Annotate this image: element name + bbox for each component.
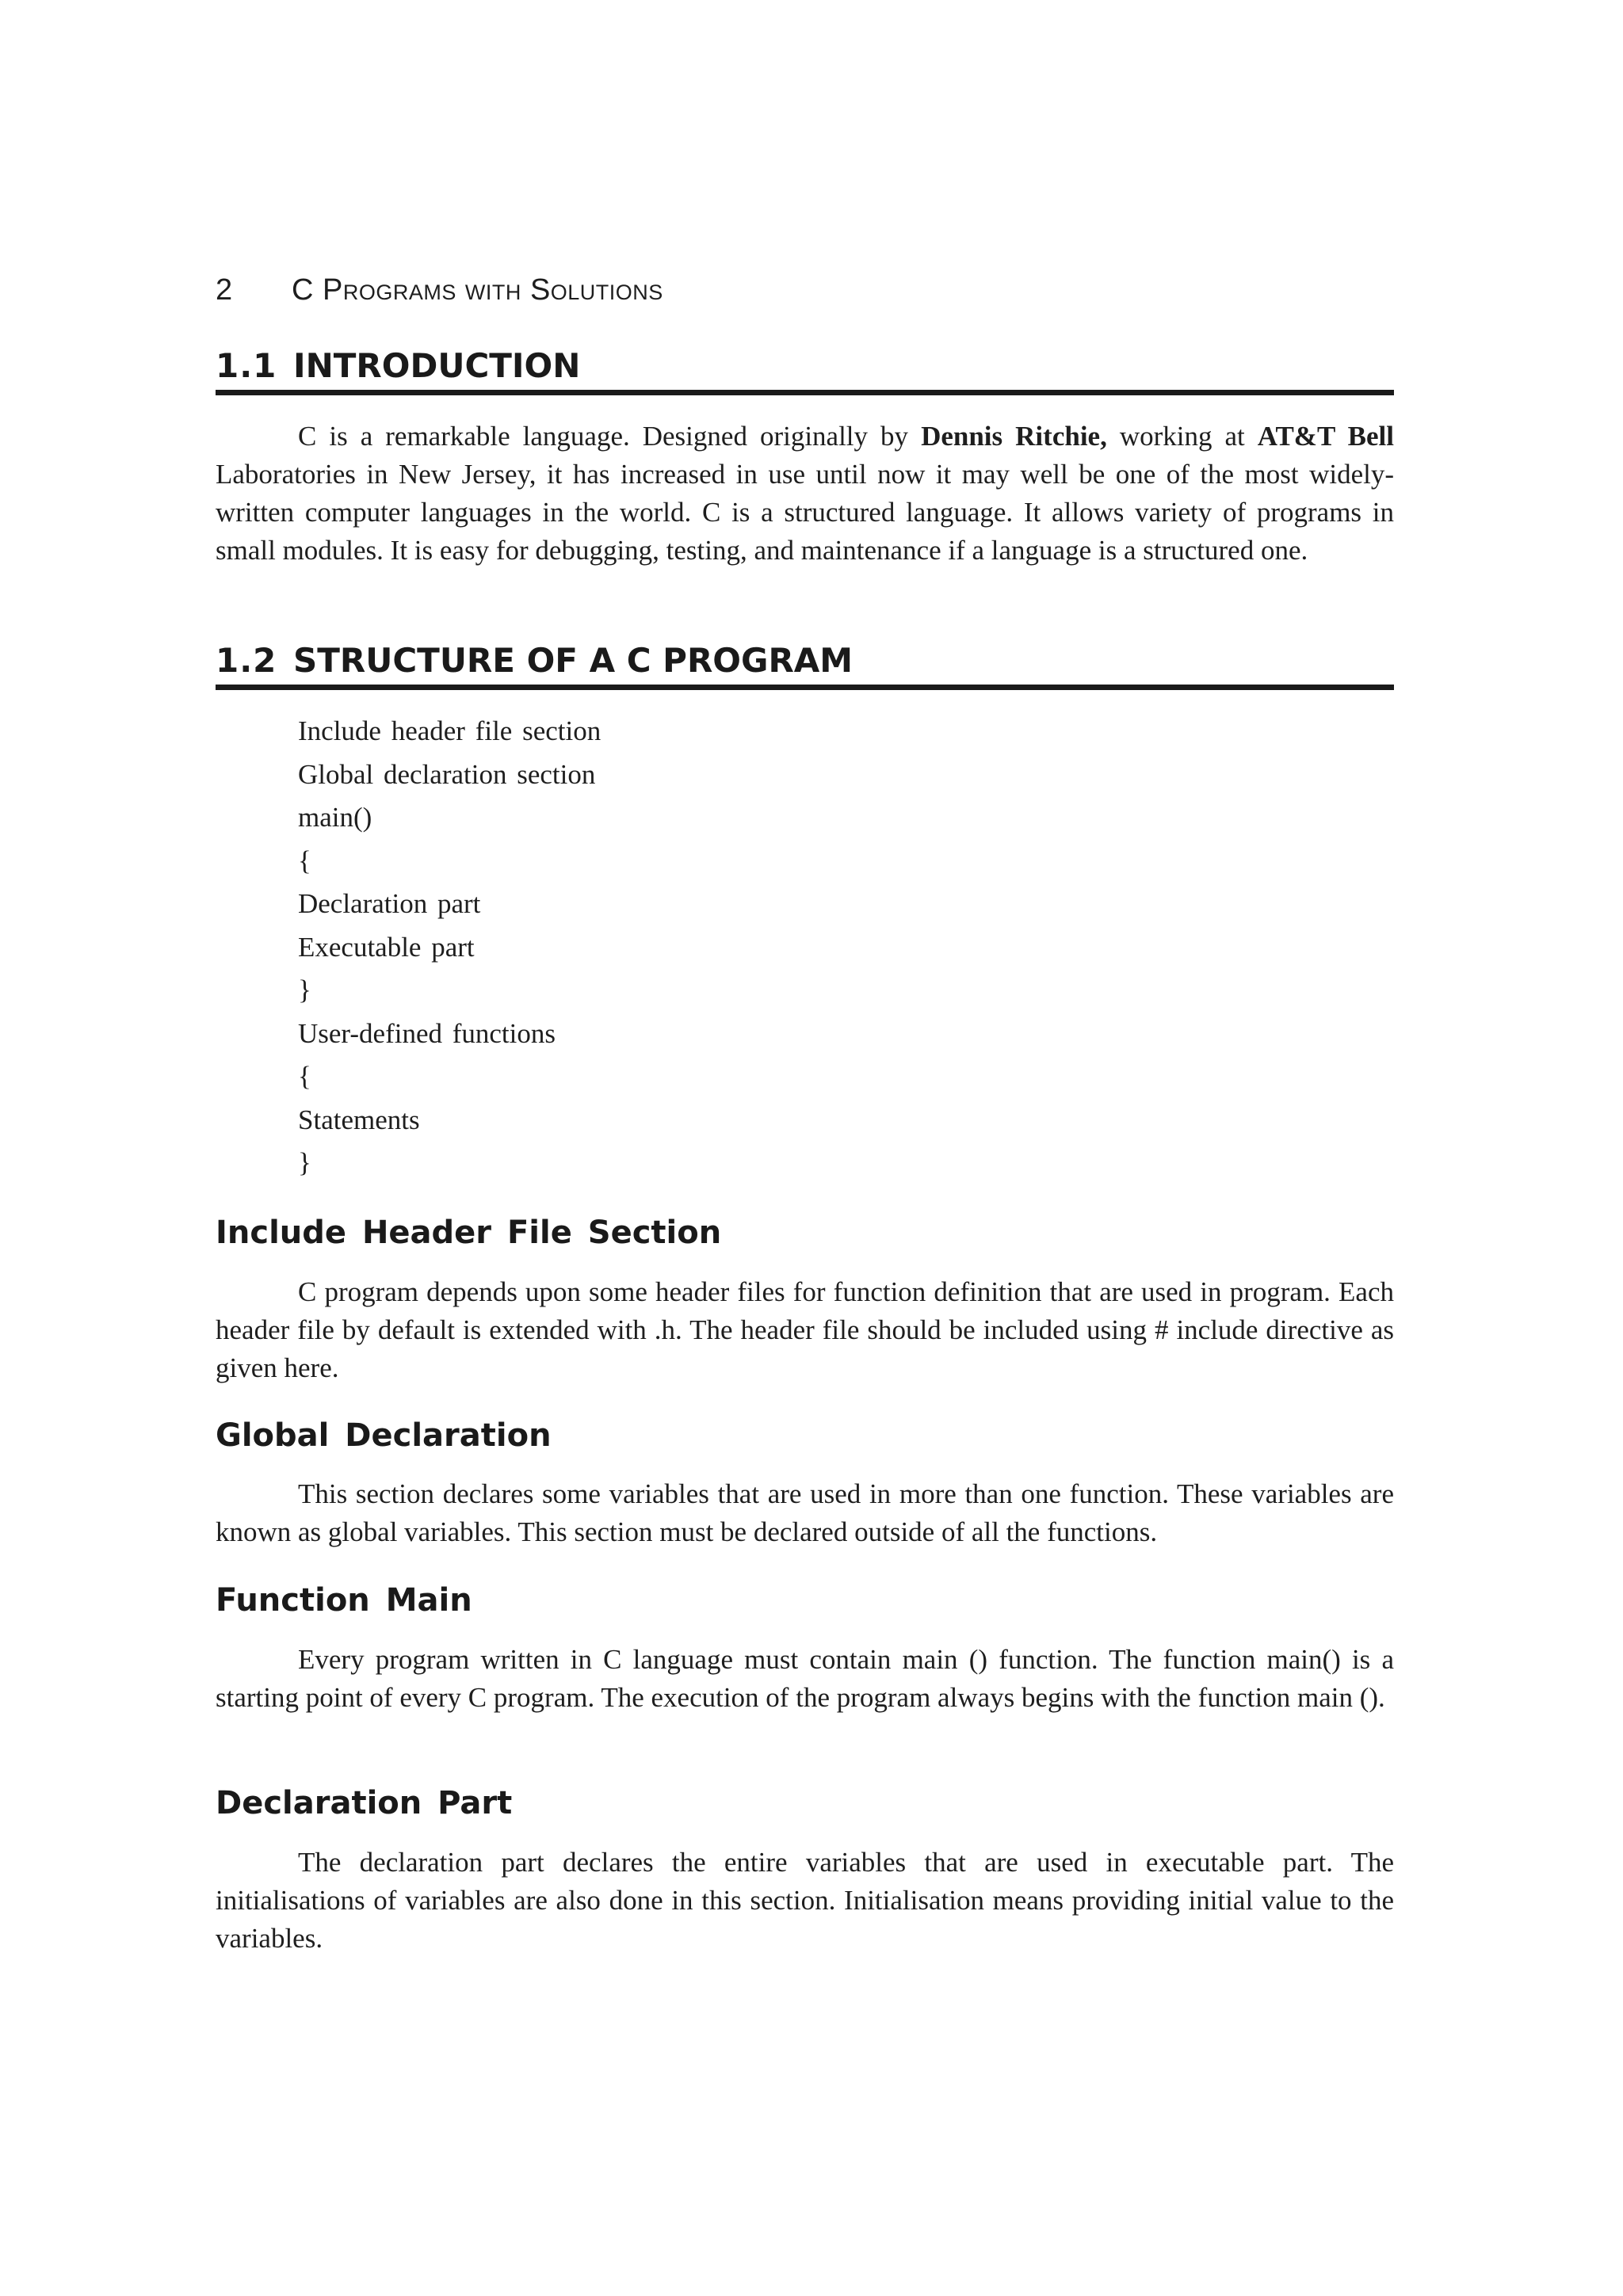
- structure-line: User-defined functions: [298, 1017, 556, 1049]
- program-structure-outline: [298, 710, 601, 1185]
- section-heading-structure: [216, 640, 1394, 690]
- subheading-include-header: Include Header File Section: [216, 1215, 722, 1251]
- structure-line: Declaration part: [298, 888, 481, 919]
- subheading-global-declaration: Global Declaration: [216, 1417, 552, 1454]
- section-title: STRUCTURE OF A C PROGRAM: [293, 641, 854, 680]
- section-number: 1.2: [216, 641, 277, 680]
- introduction-paragraph: [216, 418, 1394, 570]
- company-name: AT&T Bell: [1257, 421, 1395, 452]
- structure-line: Executable part: [298, 931, 475, 963]
- running-header: [216, 273, 663, 313]
- intro-text-part3: Laboratories in New Jersey, it has increased in use until now it may well be one of the most widely-written computer languages in the world. C is a structured language. It allows variety of programs in small modules. It is easy for debugging, testing, and maintenance if a language is a structured one.: [216, 459, 1394, 566]
- structure-line: Include header file section: [298, 715, 601, 746]
- section-title: INTRODUCTION: [293, 346, 581, 385]
- book-title: C Programs with Solutions: [292, 273, 663, 307]
- section-heading-introduction: [216, 345, 1394, 395]
- structure-line: }: [298, 1147, 311, 1178]
- global-declaration-paragraph: This section declares some variables that are used in more than one function. These variables are known as global variables. This section must be declared outside of all the functions.: [216, 1478, 1394, 1547]
- intro-text-part1: C is a remarkable language. Designed originally by: [298, 421, 922, 452]
- structure-line: Global declaration section: [298, 758, 596, 790]
- subheading-function-main: Function Main: [216, 1582, 472, 1619]
- structure-line: {: [298, 845, 311, 876]
- structure-line: }: [298, 974, 311, 1005]
- structure-line: Statements: [298, 1104, 420, 1135]
- subheading-declaration-part: Declaration Part: [216, 1785, 513, 1821]
- structure-line: {: [298, 1061, 311, 1092]
- section-number: 1.1: [216, 346, 277, 385]
- structure-line: main(): [298, 802, 372, 833]
- include-header-paragraph: C program depends upon some header files for function definition that are used in program. Each header file by default is extended with .h. The header file should be included using # include directive as given here.: [216, 1276, 1394, 1383]
- page-number: 2: [216, 273, 233, 307]
- function-main-paragraph: Every program written in C language must contain main () function. The function main() is a starting point of every C program. The execution of the program always begins with the function main ().: [216, 1644, 1394, 1713]
- author-name: Dennis Ritchie,: [921, 421, 1107, 452]
- intro-text-part2: working at: [1106, 421, 1258, 452]
- declaration-part-paragraph: The declaration part declares the entire variables that are used in executable part. The initialisations of variables are also done in this section. Initialisation means providing initial value to the variables.: [216, 1847, 1394, 1954]
